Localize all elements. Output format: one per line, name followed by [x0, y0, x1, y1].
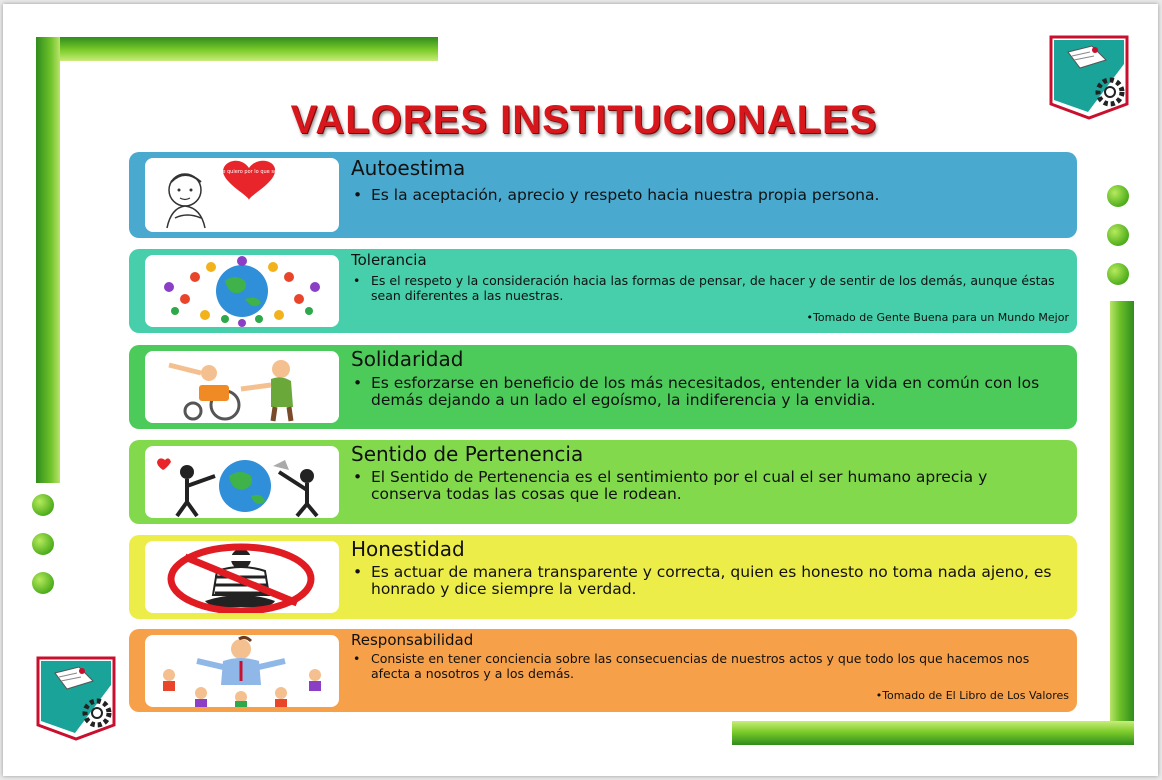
- helping-wheelchair-picture: [145, 351, 339, 423]
- heart-caption: Me quiero por lo que soy: [218, 169, 280, 175]
- value-description-text: Es esforzarse en beneficio de los más necesitados, entender la vida en común con los demás dejando a un lado el egoísmo, la indiferencia y la envidia.: [371, 374, 1040, 409]
- page-title: VALORES INSTITUCIONALES: [290, 98, 878, 142]
- decor-dot: [1107, 224, 1129, 246]
- value-name: Honestidad: [351, 537, 465, 561]
- no-thief-sign-picture: [145, 541, 339, 613]
- value-name: Sentido de Pertenencia: [351, 442, 584, 466]
- child-with-heart-picture: [145, 158, 339, 232]
- bullet-icon: •: [353, 186, 363, 204]
- institution-shield-logo: [35, 655, 117, 741]
- bullet-icon: •: [353, 374, 363, 392]
- frame-bar-bottom: [732, 721, 1134, 745]
- value-description-text: Consiste en tener conciencia sobre las consecuencias de nuestros actos y que todo los que hacemos nos afecta a nosotros y a los demás.: [371, 651, 1030, 681]
- bullet-icon: •: [353, 651, 361, 666]
- value-name: Solidaridad: [351, 347, 464, 371]
- decor-dot: [1107, 263, 1129, 285]
- people-cleaning-earth-picture: [145, 446, 339, 518]
- value-card-tolerancia: [129, 249, 1077, 333]
- value-description: [353, 273, 1057, 303]
- decor-dot: [32, 572, 54, 594]
- decor-dot: [1107, 185, 1129, 207]
- decor-dot: [32, 533, 54, 555]
- value-name: Autoestima: [351, 156, 466, 180]
- bullet-icon: •: [353, 563, 363, 581]
- decor-dot: [32, 494, 54, 516]
- value-description: [353, 651, 1057, 681]
- value-description-text: Es la aceptación, aprecio y respeto hacia nuestra propia persona.: [371, 186, 880, 204]
- value-description-text: El Sentido de Pertenencia es el sentimiento por el cual el ser humano aprecia y conserva todas las cosas que le rodean.: [371, 468, 988, 503]
- value-card-solidaridad: [129, 345, 1077, 429]
- value-name: Tolerancia: [351, 251, 427, 269]
- value-card-honestidad: [129, 535, 1077, 619]
- value-card-responsabilidad: [129, 629, 1077, 712]
- source-note: •Tomado de Gente Buena para un Mundo Mejor: [806, 311, 1069, 324]
- value-card-pertenencia: [129, 440, 1077, 524]
- value-description: [353, 564, 1057, 598]
- children-around-globe-picture: [145, 255, 339, 327]
- poster-sheet: [3, 4, 1158, 776]
- bullet-icon: •: [353, 468, 363, 486]
- value-description-text: Es el respeto y la consideración hacia las formas de pensar, de hacer y de sentir de los demás, aunque éstas sean diferentes a las nuestras.: [371, 273, 1055, 303]
- value-description: [353, 186, 1057, 204]
- value-card-autoestima: [129, 152, 1077, 238]
- value-description: [353, 469, 1057, 503]
- value-name: Responsabilidad: [351, 631, 474, 649]
- value-description: [353, 375, 1057, 409]
- value-description-text: Es actuar de manera transparente y correcta, quien es honesto no toma nada ajeno, es honrado y dice siempre la verdad.: [371, 563, 1052, 598]
- bullet-icon: •: [353, 273, 361, 288]
- source-note: •Tomado de El Libro de Los Valores: [875, 689, 1069, 702]
- teacher-with-children-picture: [145, 635, 339, 707]
- frame-bar-right: [1110, 301, 1134, 721]
- frame-bar-top: [36, 37, 438, 61]
